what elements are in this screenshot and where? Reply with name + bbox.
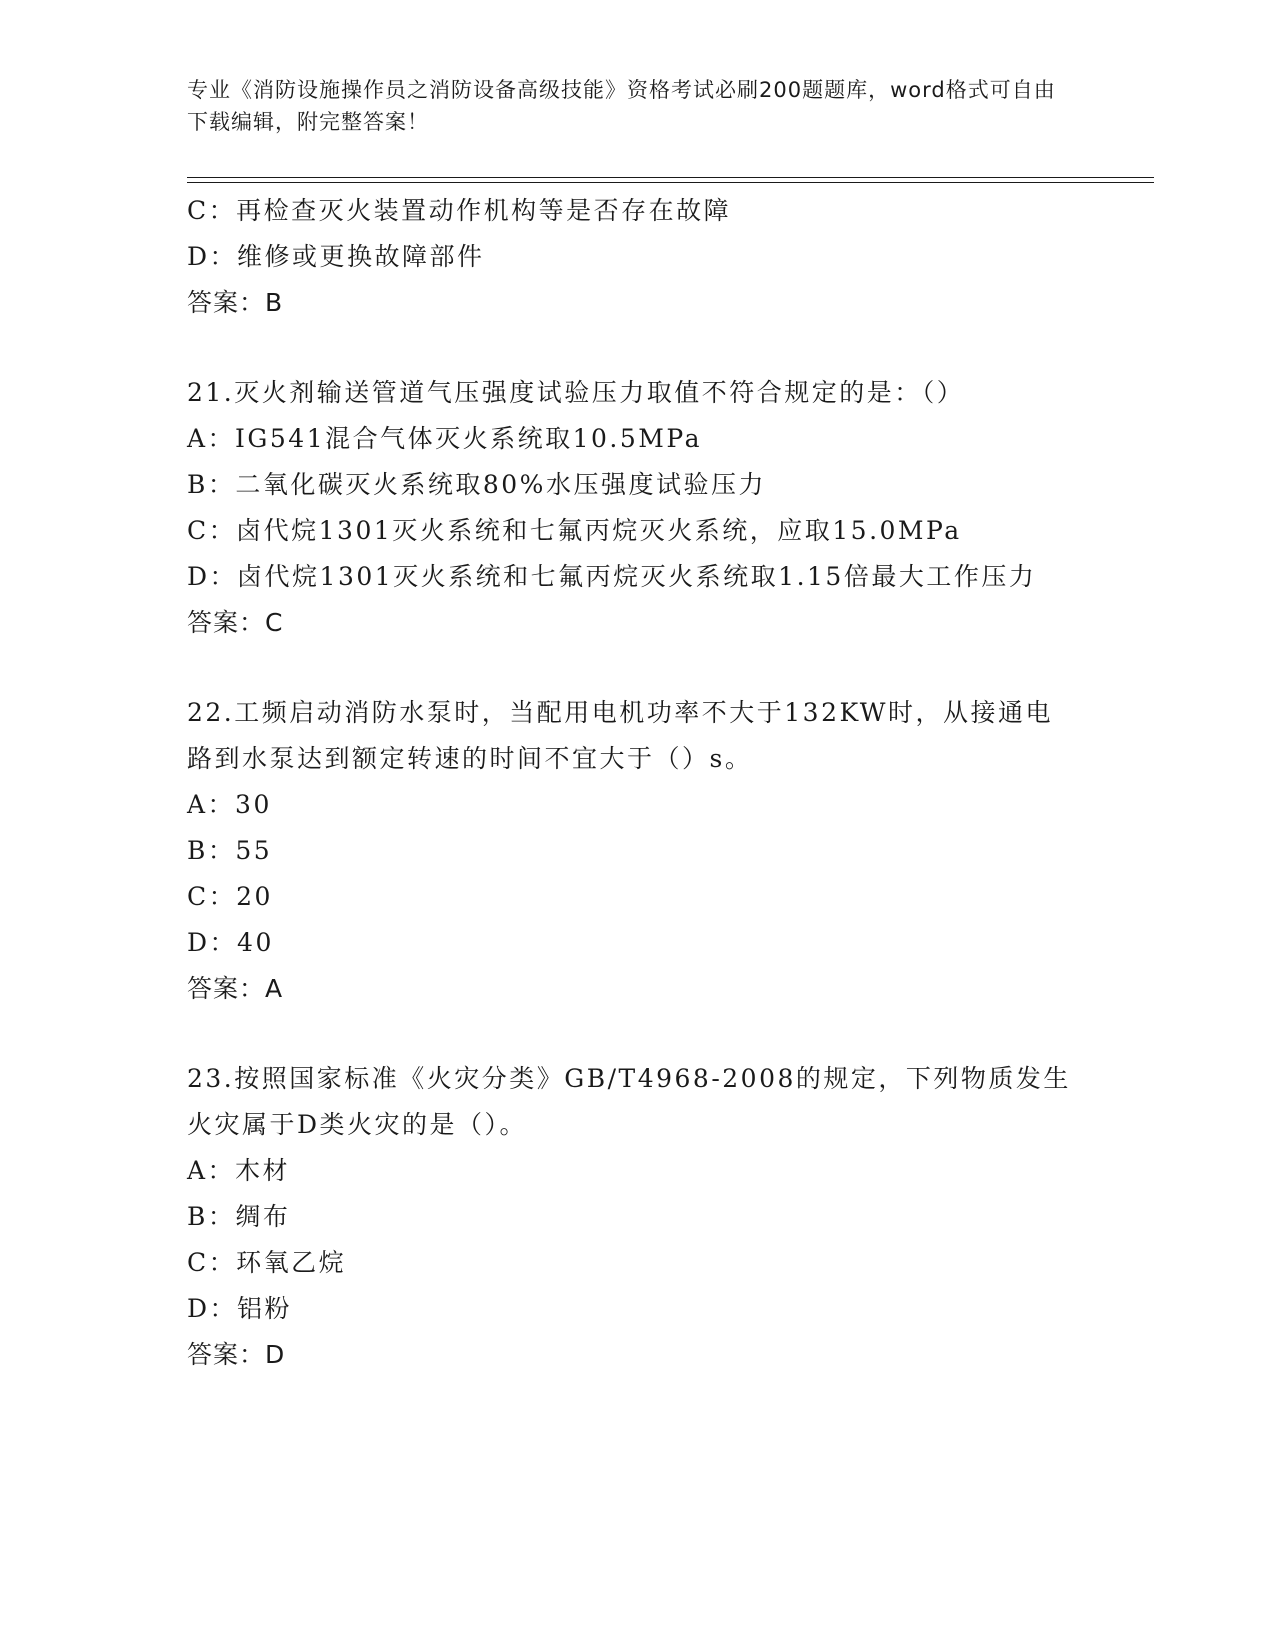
option-b: B：绸布 [187, 1202, 291, 1231]
option-a: A：30 [187, 790, 272, 819]
question-stem-continued: 火灾属于D类火灾的是（）。 [187, 1110, 528, 1139]
question-stem: 23.按照国家标准《火灾分类》GB/T4968-2008的规定，下列物质发生 [187, 1064, 1071, 1093]
question-stem: 21.灭火剂输送管道气压强度试验压力取值不符合规定的是：（） [187, 378, 965, 407]
option-d: D：维修或更换故障部件 [187, 242, 485, 271]
option-a: A：IG541混合气体灭火系统取10.5MPa [187, 424, 702, 453]
option-d: D：卤代烷1301灭火系统和七氟丙烷灭火系统取1.15倍最大工作压力 [187, 562, 1037, 591]
answer-line: 答案：A [187, 974, 284, 1003]
header-divider-bottom [187, 182, 1154, 183]
previous-question-tail [187, 188, 1087, 326]
answer-line: 答案：C [187, 608, 284, 637]
answer-line: 答案：D [187, 1340, 286, 1369]
option-a: A：木材 [187, 1156, 291, 1185]
option-c: C：20 [187, 882, 273, 911]
question-stem-continued: 路到水泵达到额定转速的时间不宜大于（）s。 [187, 744, 753, 773]
answer-line: 答案：B [187, 288, 284, 317]
option-d: D：铝粉 [187, 1294, 293, 1323]
option-b: B：二氧化碳灭火系统取80%水压强度试验压力 [187, 470, 766, 499]
document-header: 专业《消防设施操作员之消防设备高级技能》资格考试必刷200题题库，word格式可自由下载编辑，附完整答案！ [187, 78, 1056, 134]
option-b: B：55 [187, 836, 273, 865]
question-21 [187, 370, 1087, 646]
option-c: C：环氧乙烷 [187, 1248, 347, 1277]
question-stem: 22.工频启动消防水泵时，当配用电机功率不大于132KW时，从接通电 [187, 698, 1053, 727]
question-content [187, 188, 1087, 1378]
option-c: C：再检查灭火装置动作机构等是否存在故障 [187, 196, 732, 225]
question-23 [187, 1056, 1087, 1378]
option-d: D：40 [187, 928, 274, 957]
question-22 [187, 690, 1087, 1012]
option-c: C：卤代烷1301灭火系统和七氟丙烷灭火系统，应取15.0MPa [187, 516, 962, 545]
header-divider-top [187, 177, 1154, 178]
